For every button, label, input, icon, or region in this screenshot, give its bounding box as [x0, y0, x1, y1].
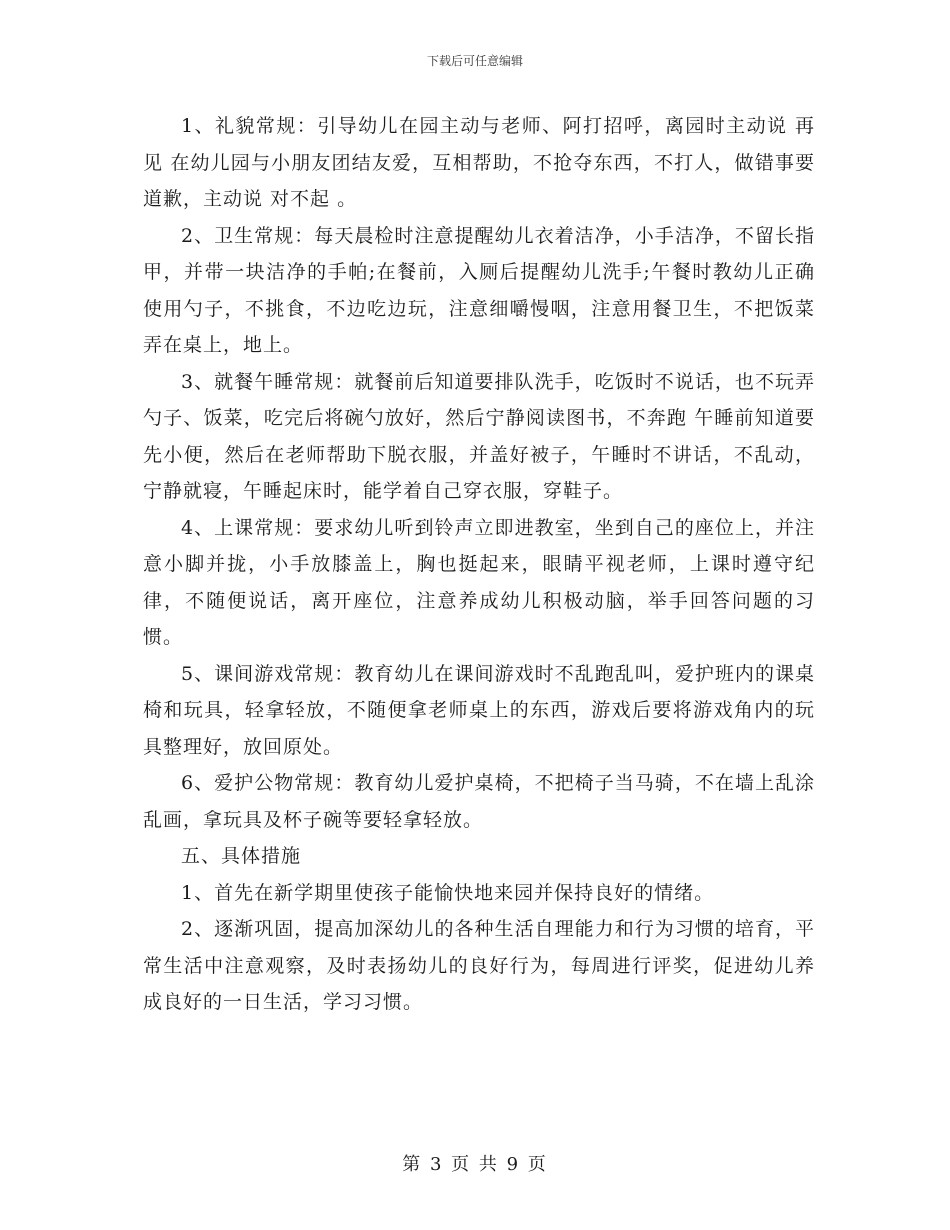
paragraph-class-rules: 4、上课常规：要求幼儿听到铃声立即进教室，坐到自己的座位上，并注意小脚并拢，小手放膝盖上，胸也挺起来，眼睛平视老师，上课时遵守纪律，不随便说话，离开座位，注意养成幼儿积极动脑，举手回答问题的习惯。 [143, 516, 815, 648]
paragraph-hygiene-rules: 2、卫生常规：每天晨检时注意提醒幼儿衣着洁净，小手洁净，不留长指甲，并带一块洁净的手帕;在餐前，入厕后提醒幼儿洗手;午餐时教幼儿正确使用勺子，不挑食，不边吃边玩，注意细嚼慢咽，注意用餐卫生，不把饭菜弄在桌上，地上。 [143, 224, 815, 356]
paragraph-measure-2: 2、逐渐巩固，提高加深幼儿的各种生活自理能力和行为习惯的培育，平常生活中注意观察，及时表扬幼儿的良好行为，每周进行评奖，促进幼儿养成良好的一日生活，学习习惯。 [143, 918, 815, 1013]
paragraph-measure-1: 1、首先在新学期里使孩子能愉快地来园并保持良好的情绪。 [181, 881, 715, 904]
document-body [143, 108, 815, 1021]
paragraph-meal-nap-rules: 3、就餐午睡常规：就餐前后知道要排队洗手，吃饭时不说话，也不玩弄勺子、饭菜，吃完后将碗勺放好，然后宁静阅读图书，不奔跑 午睡前知道要先小便，然后在老师帮助下脱衣服，并盖好被子，午睡时不讲话，不乱动，宁静就寝，午睡起床时，能学着自己穿衣服，穿鞋子。 [143, 370, 815, 502]
paragraph-etiquette-rules: 1、礼貌常规：引导幼儿在园主动与老师、阿打招呼，离园时主动说 再见 在幼儿园与小朋友团结友爱，互相帮助，不抢夺东西，不打人，做错事要道歉，主动说 对不起 。 [143, 115, 815, 210]
page-header: 下载后可任意编辑 [426, 54, 523, 68]
section-heading-measures: 五、具体措施 [181, 845, 302, 867]
paragraph-public-property-rules: 6、爱护公物常规：教育幼儿爱护桌椅，不把椅子当马骑，不在墙上乱涂乱画，拿玩具及杯子碗等要轻拿轻放。 [143, 772, 815, 831]
paragraph-recess-game-rules: 5、课间游戏常规：教育幼儿在课间游戏时不乱跑乱叫，爱护班内的课桌椅和玩具，轻拿轻放，不随便拿老师桌上的东西，游戏后要将游戏角内的玩具整理好，放回原处。 [143, 662, 815, 758]
page-number-footer: 第 3 页 共 9 页 [402, 1154, 548, 1175]
